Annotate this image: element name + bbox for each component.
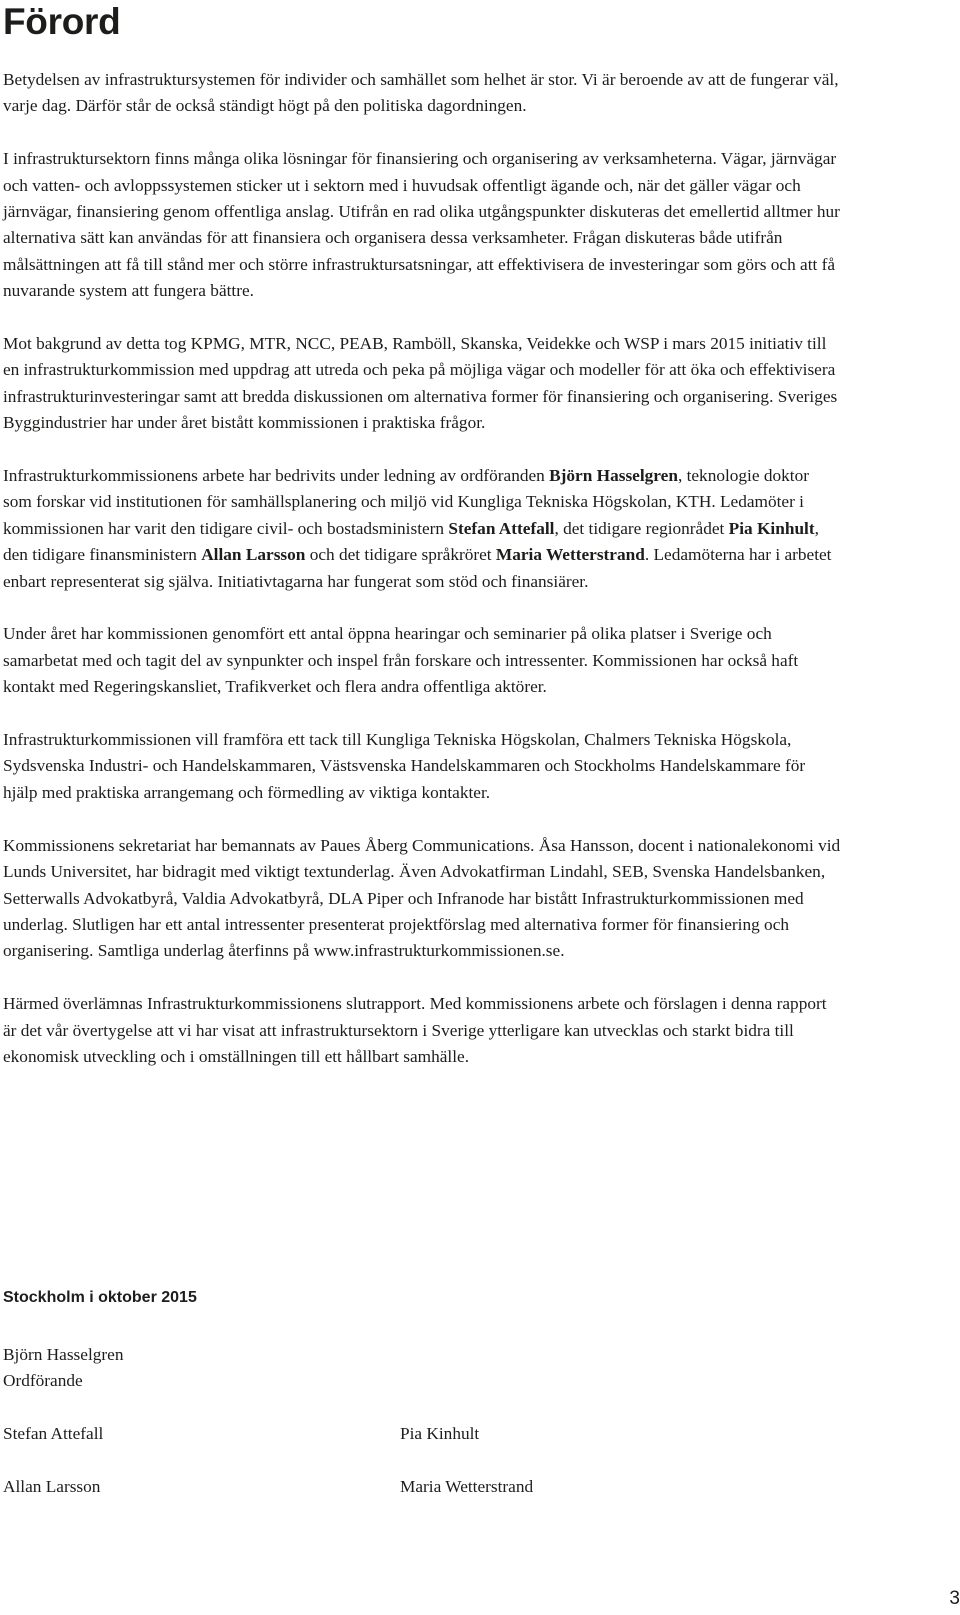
person-name: Stefan Attefall	[448, 518, 555, 538]
body-paragraph	[3, 621, 841, 700]
text-run: Kommissionens sekretariat har bemannats av Paues Åberg Communications. Åsa Hansson, docent i nationalekonomi vid Lunds Universitet, har bidragit med viktigt textunderlag. Även Advokatfirman Lindahl, SEB, Svenska Handelsbanken, Setterwalls Advokatbyrå, Valdia Advokatbyrå, DLA Piper och Infranode har bistått Infrastrukturkommissionen med underlag. Slutligen har ett antal intressenter presenterat projektförslag med alternativa former för finansiering och organisering. Samtliga underlag återfinns på www.infrastrukturkommissionen.se.	[3, 835, 841, 961]
body-paragraph	[3, 833, 841, 965]
member-signature: Maria Wetterstrand	[400, 1477, 534, 1496]
place-and-date: Stockholm i oktober 2015	[3, 1289, 197, 1306]
text-run: Infrastrukturkommissionen vill framföra ett tack till Kungliga Tekniska Högskolan, Chalmers Tekniska Högskola, Sydsvenska Industri- och Handelskammaren, Västsvenska Handelskammaren och Stockholms Handelskammare för hjälp med praktiska arrangemang och förmedling av viktiga kontakter.	[3, 730, 806, 802]
body-paragraph	[3, 991, 841, 1070]
person-name: Maria Wetterstrand	[495, 545, 645, 565]
text-run: I infrastruktursektorn finns många olika lösningar för finansiering och organisering av verksamheterna. Vägar, järnvägar och vatten- och avloppssystemen sticker ut i sektorn med i huvudsak offentligt ägande och, när det gäller vägar och järnvägar, finansiering genom offentliga anslag. Utifrån en rad olika utgångspunkter diskuteras det emellertid alltmer hur alternativa sätt kan användas för att finansiera och organisera dessa verksamheter. Frågan diskuteras både utifrån målsättningen att få till stånd mer och större infrastruktursatsningar, att effektivisera de investeringar som görs och att få nuvarande system att fungera bättre.	[3, 149, 840, 301]
signature-block	[3, 1342, 797, 1527]
member-signature: Allan Larsson	[3, 1477, 101, 1496]
page-title: Förord	[3, 1, 121, 42]
body-paragraph	[3, 67, 841, 120]
chair-signature	[3, 1342, 797, 1395]
text-run: Betydelsen av infrastruktursystemen för individer och samhället som helhet är stor. Vi är beroende av att de fungerar väl, varje dag. Därför står de också ständigt högt på den politiska dagordningen.	[3, 70, 839, 116]
text-run: Under året har kommissionen genomfört ett antal öppna hearingar och seminarier på olika platser i Sverige och samarbetat med och tagit del av synpunkter och inspel från forskare och intressenter. Kommissionen har också haft kontakt med Regeringskansliet, Trafikverket och flera andra offentliga aktörer.	[3, 624, 799, 697]
foreword-body	[3, 67, 841, 1097]
page-number: 3	[949, 1588, 960, 1609]
person-name: Björn Hasselgren	[549, 466, 678, 486]
text-run: och det tidigare språkröret	[305, 545, 496, 565]
member-signature: Pia Kinhult	[400, 1424, 480, 1444]
text-run: , den tidigare finansministern	[3, 518, 819, 565]
signature-row	[3, 1474, 797, 1500]
body-paragraph	[3, 463, 841, 595]
body-paragraph	[3, 727, 841, 806]
person-name: Pia Kinhult	[728, 518, 815, 538]
body-paragraph	[3, 331, 841, 437]
chair-name: Björn Hasselgren	[3, 1345, 124, 1364]
member-signature: Stefan Attefall	[3, 1424, 104, 1444]
text-run: , det tidigare regionrådet	[554, 518, 729, 538]
text-run: Härmed överlämnas Infrastrukturkommissionens slutrapport. Med kommissionens arbete och förslagen i denna rapport är det vår övertygelse att vi har visat att infrastruktursektorn i Sverige ytterligare kan utvecklas och starkt bidra till ekonomisk utveckling och i omställningen till ett hållbart samhälle.	[3, 994, 827, 1066]
body-paragraph	[3, 146, 841, 304]
text-run: . Ledamöterna har i arbetet enbart representerat sig själva. Initiativtagarna har fungerat som stöd och finansiärer.	[3, 545, 832, 591]
person-name: Allan Larsson	[201, 545, 306, 565]
text-run: Mot bakgrund av detta tog KPMG, MTR, NCC, PEAB, Ramböll, Skanska, Veidekke och WSP i mars 2015 initiativ till en infrastrukturkommission med uppdrag att utreda och peka på möjliga vägar och modeller för att öka och effektivisera infrastrukturinvesteringar samt att bredda diskussionen om alternativa former för finansiering och organisering. Sveriges Byggindustrier har under året bistått kommissionen i praktiska frågor.	[3, 334, 838, 433]
chair-role: Ordförande	[3, 1371, 83, 1391]
signature-row	[3, 1421, 797, 1447]
text-run: Infrastrukturkommissionens arbete har bedrivits under ledning av ordföranden	[3, 466, 550, 486]
text-run: , teknologie doktor som forskar vid institutionen för samhällsplanering och miljö vid Kungliga Tekniska Högskolan, KTH. Ledamöter i kommissionen har varit den tidigare civil- och bostadsministern	[3, 466, 809, 538]
